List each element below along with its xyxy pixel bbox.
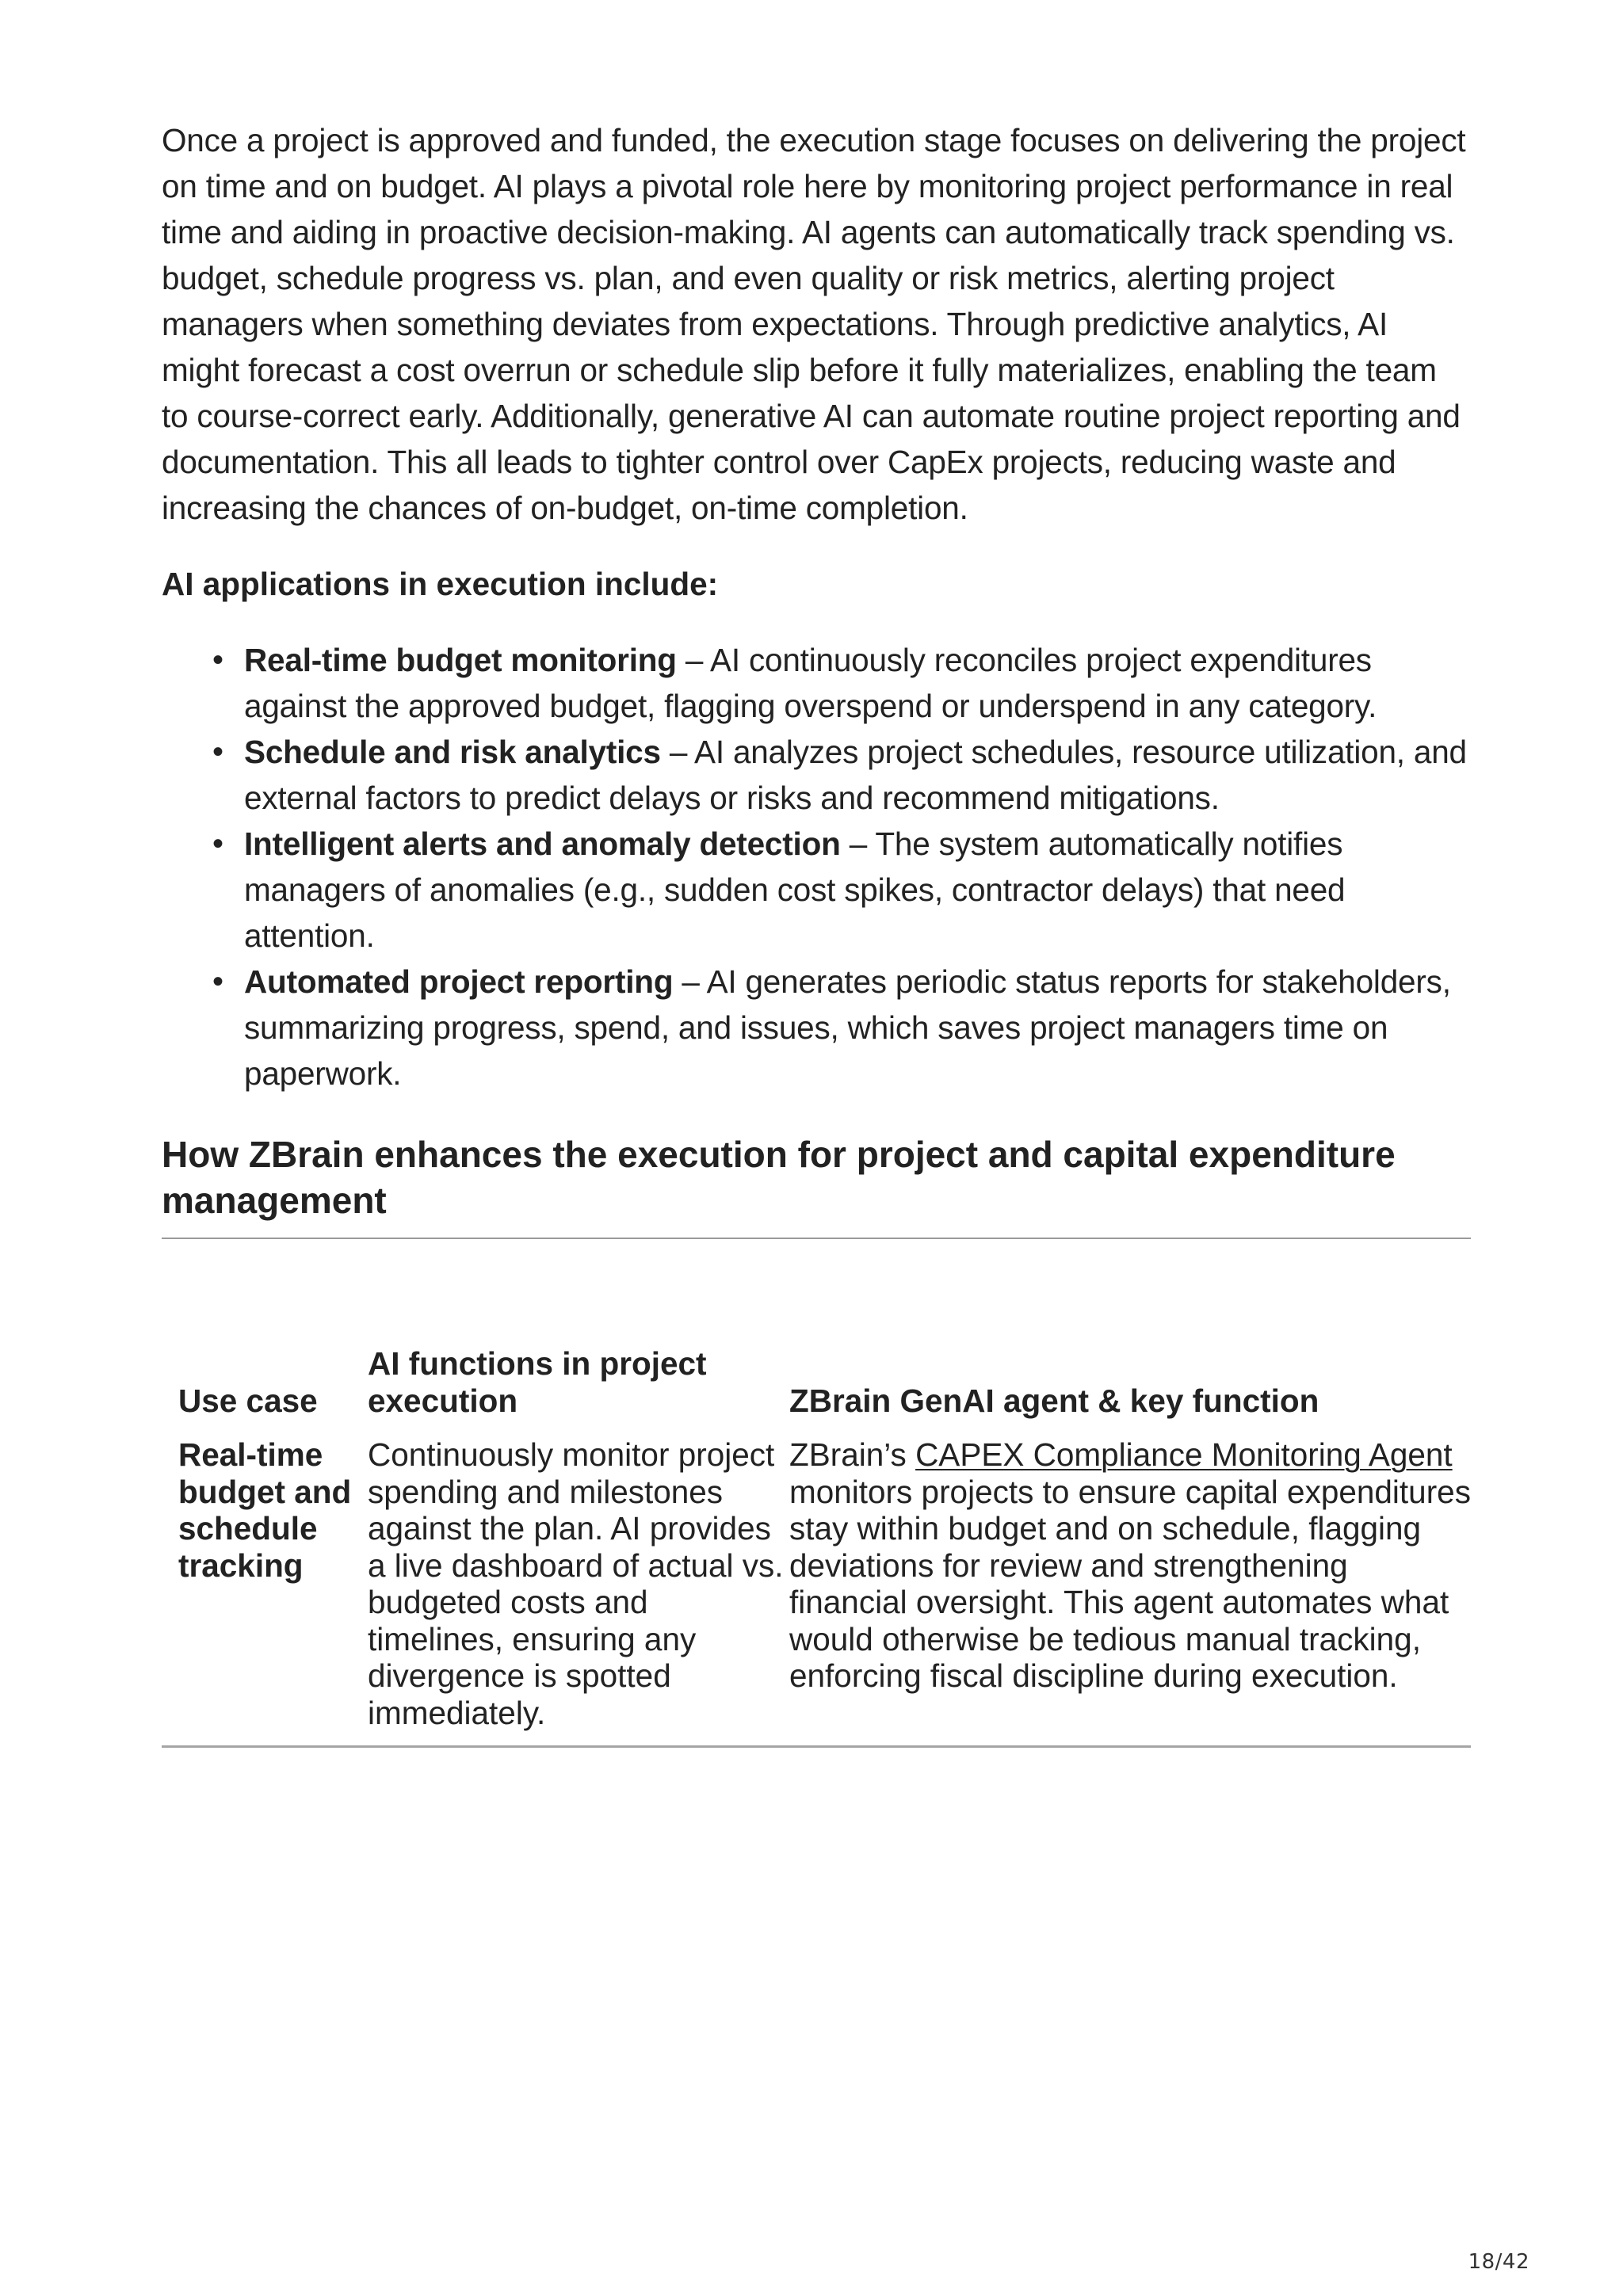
document-page bbox=[162, 117, 1471, 1748]
list-item-text: – AI generates periodic status reports for stakeholders, summarizing progress, spend, and issues, which saves project managers time on paperwork. bbox=[244, 963, 1451, 1092]
table-row bbox=[162, 1436, 1471, 1745]
ai-functions-cell: Continuously monitor project spending and milestones against the plan. AI provides a live dashboard of actual vs. budgeted costs and timelines, ensuring any divergence is spotted immediately. bbox=[368, 1436, 784, 1731]
list-item bbox=[212, 637, 1471, 729]
use-case-cell: Real-time budget and schedule tracking bbox=[178, 1436, 352, 1584]
table-header-cell: AI functions in project execution bbox=[368, 1345, 707, 1419]
list-item bbox=[212, 729, 1471, 821]
list-item bbox=[212, 959, 1471, 1097]
applications-heading: AI applications in execution include: bbox=[162, 566, 719, 602]
list-item-title: Real-time budget monitoring bbox=[244, 642, 677, 678]
intro-paragraph: Once a project is approved and funded, the execution stage focuses on delivering the project on time and on budget. AI plays a pivotal role here by monitoring project performance in real time and aiding in proactive decision-making. AI agents can automatically track spending vs. budget, schedule progress vs. plan, and even quality or risk metrics, alerting project managers when something deviates from expectations. Through predictive analytics, AI might forecast a cost overrun or schedule slip before it fully materializes, enabling the team to course-correct early. Additionally, generative AI can automate routine project reporting and documentation. This all leads to tighter control over CapEx projects, reducing waste and increasing the chances of on-budget, on-time completion. bbox=[162, 122, 1466, 526]
table-header-row bbox=[162, 1345, 1471, 1419]
use-case-table bbox=[162, 1345, 1471, 1748]
agent-function-cell bbox=[789, 1436, 1471, 1731]
bullet-icon: • bbox=[212, 734, 223, 769]
section-title: How ZBrain enhances the execution for project and capital expenditure management bbox=[162, 1131, 1471, 1239]
applications-list bbox=[162, 637, 1471, 1097]
bullet-icon: • bbox=[212, 643, 223, 677]
list-item-text: – AI analyzes project schedules, resource utilization, and external factors to predict delays or risks and recommend mitigations. bbox=[244, 734, 1467, 816]
list-item-text: – The system automatically notifies managers of anomalies (e.g., sudden cost spikes, contractor delays) that need attention. bbox=[244, 826, 1346, 954]
list-item-title: Automated project reporting bbox=[244, 963, 674, 1000]
agent-description-text: monitors projects to ensure capital expenditures stay within budget and on schedule, flagging deviations for review and strengthening financial oversight. This agent automates what would otherwise be tedious manual tracking, enforcing fiscal discipline during execution. bbox=[789, 1473, 1471, 1694]
list-item-title: Schedule and risk analytics bbox=[244, 734, 661, 770]
list-item-title: Intelligent alerts and anomaly detection bbox=[244, 826, 841, 862]
capex-compliance-agent-link[interactable]: CAPEX Compliance Monitoring Agent bbox=[915, 1436, 1453, 1473]
table-header-cell: ZBrain GenAI agent & key function bbox=[789, 1382, 1319, 1419]
list-item-text: – AI continuously reconciles project expenditures against the approved budget, flagging overspend or underspend in any category. bbox=[244, 642, 1377, 724]
bullet-icon: • bbox=[212, 826, 223, 861]
list-item bbox=[212, 821, 1471, 959]
bullet-icon: • bbox=[212, 964, 223, 999]
page-number: 18/42 bbox=[1468, 2250, 1529, 2274]
table-header-cell: Use case bbox=[178, 1382, 318, 1419]
agent-prefix-text: ZBrain’s bbox=[789, 1436, 916, 1473]
